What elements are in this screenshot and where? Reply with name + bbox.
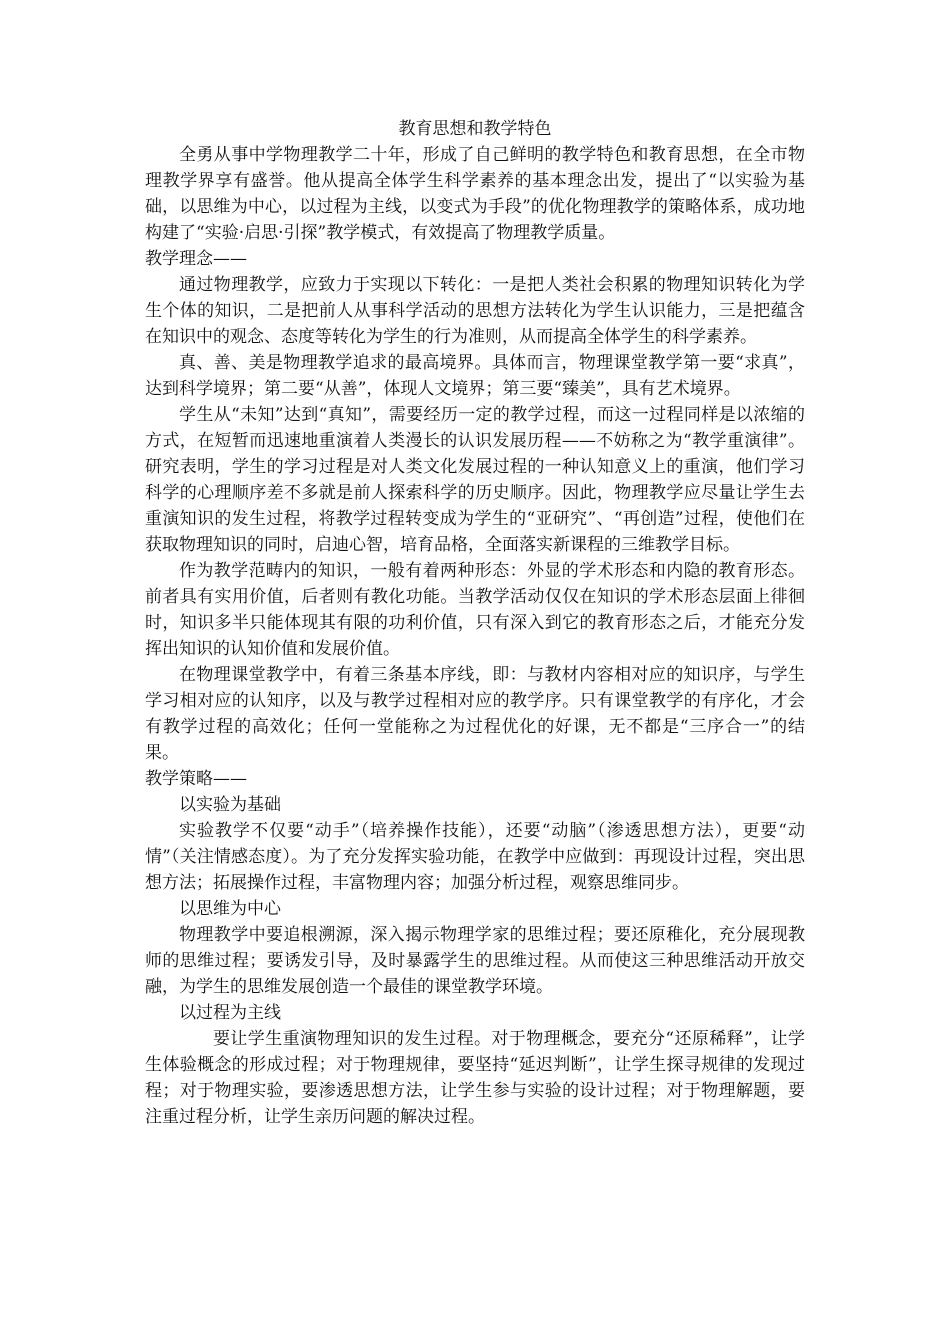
strategy-2-body: 物理教学中要追根溯源，深入揭示物理学家的思维过程；要还原稚化，充分展现教师的思维过程；要诱发引导，及时暴露学生的思维过程。从而使这三种思维活动开放交融，为学生的思维发展创造一个最佳的课堂教学环境。 [145, 925, 805, 997]
strategy-1-title: 以实验为基础 [179, 795, 281, 815]
philosophy-paragraph-2: 真、善、美是物理教学追求的最高境界。具体而言，物理课堂教学第一要“求真”，达到科学境界；第二要“从善”，体现人文境界；第三要“臻美”，具有艺术境界。 [145, 353, 805, 399]
philosophy-paragraph-4: 作为教学范畴内的知识，一般有着两种形态：外显的学术形态和内隐的教育形态。前者具有实用价值，后者则有教化功能。当教学活动仅仅在知识的学术形态层面上徘徊时，知识多半只能体现其有限的功利价值，只有深入到它的教育形态之后，才能充分发挥出知识的认知价值和发展价值。 [145, 561, 805, 659]
strategy-2-title: 以思维为中心 [179, 899, 281, 919]
philosophy-paragraph-5: 在物理课堂教学中，有着三条基本序线，即：与教材内容相对应的知识序，与学生学习相对应的认知序，以及与教学过程相对应的教学序。只有课堂教学的有序化，才会有教学过程的高效化；任何一堂能称之为过程优化的好课，无不都是“三序合一”的结果。 [145, 665, 805, 763]
philosophy-heading: 教学理念—— [145, 249, 247, 269]
philosophy-paragraph-3: 学生从“未知”达到“真知”，需要经历一定的教学过程，而这一过程同样是以浓缩的方式，在短暂而迅速地重演着人类漫长的认识发展历程——不妨称之为“教学重演律”。研究表明，学生的学习过程是对人类文化发展过程的一种认知意义上的重演，他们学习科学的心理顺序差不多就是前人探索科学的历史顺序。因此，物理教学应尽量让学生去重演知识的发生过程，将教学过程转变成为学生的“亚研究”、“再创造”过程，使他们在获取物理知识的同时，启迪心智，培育品格，全面落实新课程的三维教学目标。 [145, 405, 805, 555]
strategy-1-body: 实验教学不仅要“动手”（培养操作技能），还要“动脑”（渗透思想方法），更要“动情”（关注情感态度）。为了充分发挥实验功能，在教学中应做到：再现设计过程，突出思想方法；拓展操作过程，丰富物理内容；加强分析过程，观察思维同步。 [145, 821, 805, 893]
strategy-heading: 教学策略—— [145, 769, 247, 789]
document-body [145, 116, 805, 1130]
philosophy-paragraph-1: 通过物理教学，应致力于实现以下转化：一是把人类社会积累的物理知识转化为学生个体的知识，二是把前人从事科学活动的思想方法转化为学生认识能力，三是把蕴含在知识中的观念、态度等转化为学生的行为准则，从而提高全体学生的科学素养。 [145, 275, 805, 347]
intro-paragraph: 全勇从事中学物理教学二十年，形成了自己鲜明的教学特色和教育思想，在全市物理教学界享有盛誉。他从提高全体学生科学素养的基本理念出发，提出了“以实验为基础，以思维为中心，以过程为主线，以变式为手段”的优化物理教学的策略体系，成功地构建了“实验·启思·引探”教学模式，有效提高了物理教学质量。 [145, 145, 805, 243]
strategy-3-title: 以过程为主线 [179, 1003, 281, 1023]
document-title: 教育思想和教学特色 [398, 119, 552, 139]
strategy-3-body: 要让学生重演物理知识的发生过程。对于物理概念，要充分“还原稀释”，让学生体验概念的形成过程；对于物理规律，要坚持“延迟判断”，让学生探寻规律的发现过程；对于物理实验，要渗透思想方法，让学生参与实验的设计过程；对于物理解题，要注重过程分析，让学生亲历问题的解决过程。 [145, 1029, 805, 1127]
